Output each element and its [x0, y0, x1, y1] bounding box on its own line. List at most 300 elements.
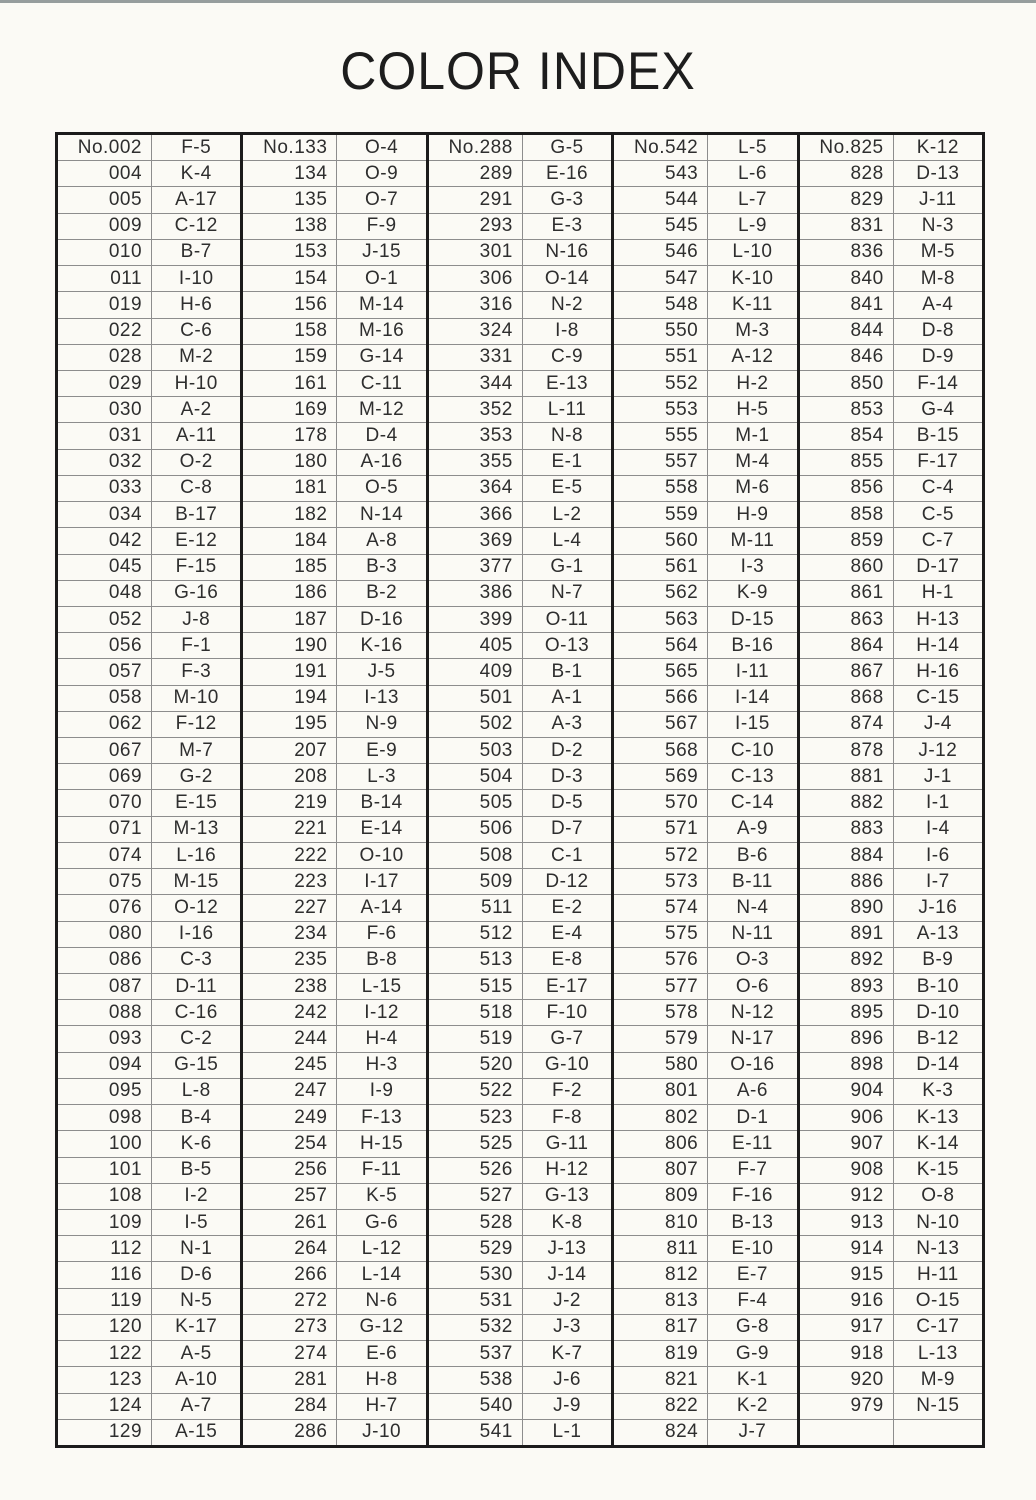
- table-row: [614, 1157, 796, 1183]
- no-cell: 249: [294, 1106, 328, 1128]
- code-cell: K-10: [707, 266, 796, 291]
- code-cell: L-8: [151, 1079, 240, 1104]
- table-row: [800, 947, 982, 973]
- table-row: [243, 894, 425, 920]
- code-cell: L-10: [707, 240, 796, 265]
- code-cell: G-10: [522, 1053, 611, 1078]
- table-row: [429, 894, 611, 920]
- no-cell: 809: [665, 1185, 699, 1207]
- no-cell: 074: [108, 844, 143, 866]
- table-row: [58, 606, 240, 632]
- code-cell: M-14: [336, 292, 425, 317]
- no-cell: 080: [108, 923, 143, 945]
- table-row: [429, 1025, 611, 1051]
- no-cell: 108: [108, 1185, 143, 1207]
- table-row: [429, 291, 611, 317]
- no-cell: 159: [294, 346, 328, 368]
- code-cell: C-13: [707, 764, 796, 789]
- code-cell: J-11: [893, 187, 982, 212]
- table-row: [429, 422, 611, 448]
- no-cell: 893: [850, 975, 884, 997]
- no-cell: 912: [850, 1185, 884, 1207]
- code-cell: G-3: [522, 187, 611, 212]
- table-row: [58, 422, 240, 448]
- table-row: [614, 685, 796, 711]
- code-cell: L-3: [336, 764, 425, 789]
- no-cell: 221: [294, 818, 328, 840]
- no-cell: 022: [108, 320, 143, 342]
- code-cell: E-6: [336, 1341, 425, 1366]
- code-cell: O-8: [893, 1184, 982, 1209]
- no-cell: No.002: [77, 136, 143, 158]
- no-cell: 029: [108, 372, 143, 394]
- code-cell: D-16: [336, 607, 425, 632]
- code-cell: O-5: [336, 476, 425, 501]
- table-row: [58, 1104, 240, 1130]
- table-row: [614, 947, 796, 973]
- table-row: [58, 1288, 240, 1314]
- no-cell: 824: [665, 1421, 699, 1443]
- table-row: [58, 449, 240, 475]
- code-cell: M-16: [336, 319, 425, 344]
- code-cell: B-16: [707, 633, 796, 658]
- table-row: [614, 973, 796, 999]
- no-cell: 512: [479, 923, 513, 945]
- table-row: [58, 291, 240, 317]
- no-cell: 878: [850, 739, 884, 761]
- table-row: [429, 1157, 611, 1183]
- code-cell: A-13: [893, 922, 982, 947]
- no-cell: 580: [665, 1054, 699, 1076]
- code-cell: I-14: [707, 686, 796, 711]
- code-cell: G-4: [893, 397, 982, 422]
- table-row: [243, 606, 425, 632]
- no-cell: 274: [294, 1342, 328, 1364]
- no-cell: 244: [294, 1028, 328, 1050]
- code-cell: K-11: [707, 292, 796, 317]
- table-row: [429, 685, 611, 711]
- table-row: [243, 160, 425, 186]
- code-cell: F-11: [336, 1158, 425, 1183]
- no-cell: 546: [665, 241, 699, 263]
- table-row: [243, 1261, 425, 1287]
- table-row: [243, 1288, 425, 1314]
- table-row: [429, 186, 611, 212]
- table-row: [614, 186, 796, 212]
- code-cell: N-6: [336, 1289, 425, 1314]
- code-cell: B-11: [707, 869, 796, 894]
- no-cell: 541: [479, 1421, 513, 1443]
- no-cell: 301: [479, 241, 513, 263]
- no-cell: 112: [110, 1237, 143, 1259]
- code-cell: H-13: [893, 607, 982, 632]
- table-row: [614, 921, 796, 947]
- table-row: [614, 1314, 796, 1340]
- table-row: [614, 999, 796, 1025]
- table-row: [800, 160, 982, 186]
- no-cell: 135: [294, 189, 328, 211]
- table-row: [614, 1261, 796, 1287]
- no-cell: 409: [479, 660, 513, 682]
- no-cell: 812: [665, 1264, 699, 1286]
- no-cell: 219: [294, 792, 328, 814]
- no-cell: 547: [665, 267, 699, 289]
- no-cell: 067: [108, 739, 143, 761]
- no-cell: 906: [850, 1106, 884, 1128]
- table-row: [614, 370, 796, 396]
- code-cell: N-2: [522, 292, 611, 317]
- no-cell: 178: [294, 425, 328, 447]
- code-cell: [893, 1420, 982, 1445]
- table-row: [614, 1419, 796, 1445]
- table-row: [614, 658, 796, 684]
- table-row: [800, 527, 982, 553]
- table-row: [429, 1130, 611, 1156]
- table-row: [800, 685, 982, 711]
- table-row: [614, 711, 796, 737]
- code-cell: F-12: [151, 712, 240, 737]
- code-cell: L-12: [336, 1236, 425, 1261]
- table-row: [800, 816, 982, 842]
- no-cell: 518: [479, 1001, 513, 1023]
- table-row: [58, 816, 240, 842]
- no-cell: 369: [479, 529, 513, 551]
- no-cell: 129: [108, 1421, 143, 1443]
- table-row: [800, 501, 982, 527]
- code-cell: D-4: [336, 423, 425, 448]
- code-cell: F-4: [707, 1289, 796, 1314]
- no-cell: 884: [850, 844, 884, 866]
- table-row: [800, 1130, 982, 1156]
- code-cell: H-5: [707, 397, 796, 422]
- code-cell: E-4: [522, 922, 611, 947]
- code-cell: M-13: [151, 817, 240, 842]
- no-cell: 532: [479, 1316, 513, 1338]
- table-row: [58, 763, 240, 789]
- code-cell: I-15: [707, 712, 796, 737]
- table-row: [58, 239, 240, 265]
- no-cell: 907: [850, 1132, 884, 1154]
- code-cell: O-14: [522, 266, 611, 291]
- code-cell: N-16: [522, 240, 611, 265]
- no-cell: 048: [108, 582, 143, 604]
- code-cell: D-17: [893, 555, 982, 580]
- code-cell: D-5: [522, 790, 611, 815]
- no-cell: 565: [665, 660, 699, 682]
- table-row: [243, 475, 425, 501]
- code-cell: B-3: [336, 555, 425, 580]
- no-cell: 010: [108, 241, 143, 263]
- table-row: [243, 1025, 425, 1051]
- no-cell: 122: [108, 1342, 143, 1364]
- code-cell: J-16: [893, 895, 982, 920]
- no-cell: 100: [108, 1132, 143, 1154]
- no-cell: 891: [850, 923, 884, 945]
- code-cell: G-5: [522, 135, 611, 160]
- code-cell: H-10: [151, 371, 240, 396]
- code-cell: O-12: [151, 895, 240, 920]
- code-cell: D-1: [707, 1105, 796, 1130]
- code-cell: H-11: [893, 1262, 982, 1287]
- code-cell: G-12: [336, 1315, 425, 1340]
- table-row: [429, 135, 611, 160]
- no-cell: 802: [665, 1106, 699, 1128]
- no-cell: 227: [294, 896, 328, 918]
- code-cell: E-5: [522, 476, 611, 501]
- code-cell: G-6: [336, 1210, 425, 1235]
- no-cell: 005: [108, 189, 143, 211]
- code-cell: N-11: [707, 922, 796, 947]
- table-row: [614, 449, 796, 475]
- table-row: [800, 842, 982, 868]
- code-cell: A-8: [336, 528, 425, 553]
- table-row: [800, 894, 982, 920]
- code-cell: B-10: [893, 974, 982, 999]
- table-row: [58, 921, 240, 947]
- table-row: [800, 344, 982, 370]
- code-cell: G-14: [336, 345, 425, 370]
- no-cell: 207: [294, 739, 328, 761]
- table-row: [243, 868, 425, 894]
- table-row: [243, 135, 425, 160]
- code-cell: A-12: [707, 345, 796, 370]
- code-cell: K-17: [151, 1315, 240, 1340]
- no-cell: 545: [665, 215, 699, 237]
- table-row: [58, 527, 240, 553]
- code-cell: I-13: [336, 686, 425, 711]
- table-row: [614, 1104, 796, 1130]
- table-row: [800, 999, 982, 1025]
- table-row: [429, 475, 611, 501]
- no-cell: 528: [479, 1211, 513, 1233]
- no-cell: 120: [108, 1316, 143, 1338]
- table-row: [429, 554, 611, 580]
- code-cell: A-3: [522, 712, 611, 737]
- table-row: [429, 265, 611, 291]
- table-row: [243, 1314, 425, 1340]
- no-cell: 577: [665, 975, 699, 997]
- no-cell: 822: [665, 1395, 699, 1417]
- table-row: [800, 1209, 982, 1235]
- no-cell: 030: [108, 398, 143, 420]
- table-row: [800, 1025, 982, 1051]
- table-row: [58, 1078, 240, 1104]
- no-cell: 908: [850, 1159, 884, 1181]
- no-cell: 272: [294, 1290, 328, 1312]
- no-cell: 578: [665, 1001, 699, 1023]
- table-row: [243, 186, 425, 212]
- no-cell: 559: [665, 503, 699, 525]
- no-cell: 844: [850, 320, 884, 342]
- no-cell: 076: [108, 896, 143, 918]
- no-cell: 571: [665, 818, 699, 840]
- table-row: [58, 1183, 240, 1209]
- table-row: [243, 658, 425, 684]
- no-cell: 289: [479, 162, 513, 184]
- table-row: [429, 1183, 611, 1209]
- code-cell: L-13: [893, 1341, 982, 1366]
- table-row: [58, 1157, 240, 1183]
- table-row: [800, 1078, 982, 1104]
- no-cell: 506: [479, 818, 513, 840]
- code-cell: A-5: [151, 1341, 240, 1366]
- code-cell: B-6: [707, 843, 796, 868]
- table-row: [429, 947, 611, 973]
- code-cell: H-15: [336, 1131, 425, 1156]
- no-cell: 161: [294, 372, 328, 394]
- code-cell: H-1: [893, 581, 982, 606]
- code-cell: E-11: [707, 1131, 796, 1156]
- code-cell: K-16: [336, 633, 425, 658]
- table-row: [243, 632, 425, 658]
- color-index-table: [55, 132, 985, 1448]
- table-row: [58, 1209, 240, 1235]
- no-cell: 306: [479, 267, 513, 289]
- no-cell: 154: [294, 267, 328, 289]
- code-cell: F-2: [522, 1079, 611, 1104]
- code-cell: D-15: [707, 607, 796, 632]
- code-cell: N-4: [707, 895, 796, 920]
- no-cell: 293: [479, 215, 513, 237]
- table-row: [429, 1235, 611, 1261]
- no-cell: 917: [850, 1316, 884, 1338]
- no-cell: 238: [294, 975, 328, 997]
- code-cell: K-6: [151, 1131, 240, 1156]
- code-cell: D-13: [893, 161, 982, 186]
- code-cell: J-6: [522, 1367, 611, 1392]
- no-cell: 190: [294, 634, 328, 656]
- code-cell: I-7: [893, 869, 982, 894]
- no-cell: 570: [665, 792, 699, 814]
- code-cell: F-3: [151, 659, 240, 684]
- no-cell: 234: [294, 923, 328, 945]
- no-cell: 527: [479, 1185, 513, 1207]
- no-cell: 548: [665, 293, 699, 315]
- code-cell: H-7: [336, 1394, 425, 1419]
- code-cell: N-7: [522, 581, 611, 606]
- code-cell: F-17: [893, 450, 982, 475]
- no-cell: 095: [108, 1080, 143, 1102]
- code-cell: L-7: [707, 187, 796, 212]
- table-row: [429, 160, 611, 186]
- table-row: [243, 789, 425, 815]
- table-row: [58, 947, 240, 973]
- table-row: [243, 999, 425, 1025]
- code-cell: J-12: [893, 738, 982, 763]
- table-row: [614, 580, 796, 606]
- code-cell: L-11: [522, 397, 611, 422]
- table-row: [800, 1261, 982, 1287]
- code-cell: O-3: [707, 948, 796, 973]
- code-cell: M-12: [336, 397, 425, 422]
- code-cell: M-4: [707, 450, 796, 475]
- code-cell: A-11: [151, 423, 240, 448]
- code-cell: H-9: [707, 502, 796, 527]
- no-cell: 184: [294, 529, 328, 551]
- code-cell: J-10: [336, 1420, 425, 1445]
- code-cell: O-16: [707, 1053, 796, 1078]
- code-cell: C-6: [151, 319, 240, 344]
- table-row: [243, 213, 425, 239]
- table-row: [429, 868, 611, 894]
- no-cell: 567: [665, 713, 699, 735]
- code-cell: G-11: [522, 1131, 611, 1156]
- no-cell: 850: [850, 372, 884, 394]
- no-cell: 886: [850, 870, 884, 892]
- table-row: [243, 265, 425, 291]
- code-cell: H-3: [336, 1053, 425, 1078]
- code-cell: M-9: [893, 1367, 982, 1392]
- no-cell: 854: [850, 425, 884, 447]
- no-cell: 867: [850, 660, 884, 682]
- table-row: [614, 475, 796, 501]
- table-row: [58, 501, 240, 527]
- no-cell: 353: [479, 425, 513, 447]
- no-cell: 503: [479, 739, 513, 761]
- table-row: [58, 789, 240, 815]
- table-row: [800, 1366, 982, 1392]
- table-row: [58, 370, 240, 396]
- no-cell: 093: [108, 1028, 143, 1050]
- code-cell: I-5: [151, 1210, 240, 1235]
- no-cell: 182: [294, 503, 328, 525]
- no-cell: 009: [108, 215, 143, 237]
- code-cell: I-16: [151, 922, 240, 947]
- table-row: [58, 580, 240, 606]
- no-cell: 242: [294, 1001, 328, 1023]
- no-cell: 913: [850, 1211, 884, 1233]
- no-cell: 831: [850, 215, 884, 237]
- code-cell: K-2: [707, 1394, 796, 1419]
- table-row: [243, 1052, 425, 1078]
- table-row: [614, 1393, 796, 1419]
- no-cell: 810: [665, 1211, 699, 1233]
- table-row: [800, 763, 982, 789]
- no-cell: 890: [850, 896, 884, 918]
- table-row: [800, 449, 982, 475]
- no-cell: 575: [665, 923, 699, 945]
- table-row: [614, 396, 796, 422]
- table-row: [58, 1314, 240, 1340]
- no-cell: 513: [479, 949, 513, 971]
- code-cell: B-14: [336, 790, 425, 815]
- code-cell: N-13: [893, 1236, 982, 1261]
- table-row: [429, 1078, 611, 1104]
- no-cell: 075: [108, 870, 143, 892]
- table-row: [429, 737, 611, 763]
- table-row: [429, 1340, 611, 1366]
- table-row: [800, 186, 982, 212]
- code-cell: J-3: [522, 1315, 611, 1340]
- code-cell: C-10: [707, 738, 796, 763]
- code-cell: L-15: [336, 974, 425, 999]
- table-row: [58, 973, 240, 999]
- code-cell: K-15: [893, 1158, 982, 1183]
- code-cell: L-2: [522, 502, 611, 527]
- no-cell: 509: [479, 870, 513, 892]
- code-cell: H-2: [707, 371, 796, 396]
- no-cell: 918: [850, 1342, 884, 1364]
- table-row: [243, 580, 425, 606]
- no-cell: 502: [479, 713, 513, 735]
- no-cell: 286: [294, 1421, 328, 1443]
- table-row: [429, 318, 611, 344]
- code-cell: A-16: [336, 450, 425, 475]
- code-cell: B-7: [151, 240, 240, 265]
- table-row: [429, 842, 611, 868]
- no-cell: 094: [108, 1054, 143, 1076]
- no-cell: 856: [850, 477, 884, 499]
